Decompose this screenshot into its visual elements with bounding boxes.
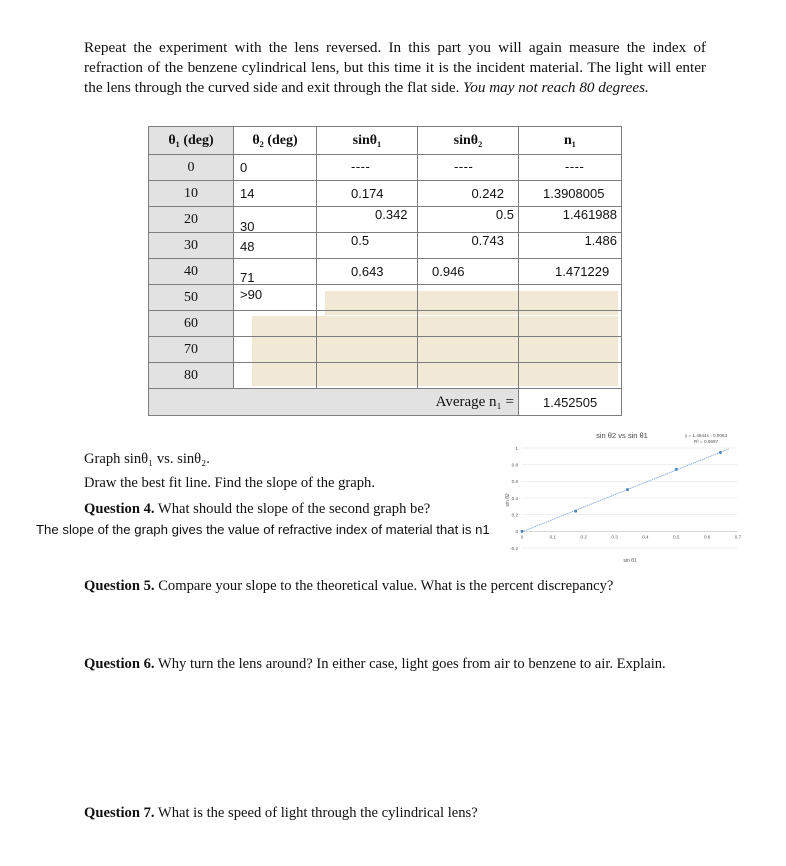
cell-theta2: 0 [240,160,248,175]
data-point [675,468,678,471]
question-4 [84,500,430,519]
y-axis-label: sin θ2 [505,493,511,507]
y-tick-label: 0.4 [511,495,518,501]
cell-theta1: 70 [149,337,234,363]
cell-theta1: 10 [149,181,234,207]
q7-text: What is the speed of light through the cylindrical lens? [154,805,478,821]
table-row [149,337,622,363]
x-tick-label: 0.3 [611,534,618,540]
header-n1: n₁ [519,127,622,155]
cell-theta1: 0 [149,155,234,181]
q6-text: Why turn the lens around? In either case, light goes from air to benzene to air. Explain. [154,656,666,672]
average-row [149,389,622,416]
data-point [626,488,629,491]
header-sin1: sinθ₁ [317,127,418,155]
cell-n1: 1.3908005 [543,186,605,201]
x-tick-label: 0.2 [580,534,587,540]
y-tick-label: 0.6 [511,479,518,485]
table-row [149,233,622,259]
intro-paragraph [84,38,706,98]
cell-n1: 1.486 [584,233,617,248]
trendline [522,449,729,532]
trendline-r2: R² = 0.9997 [693,439,719,444]
header-theta1: θ₁ (deg) [149,127,234,155]
cell-theta1: 40 [149,259,234,285]
cell-n1: ---- [565,159,585,174]
cell-theta2: >90 [240,287,263,302]
cell-theta1: 50 [149,285,234,311]
average-value: 1.452505 [543,395,598,410]
scatter-chart [498,424,744,572]
cell-sin1: 0.5 [351,233,370,248]
cell-theta2: 14 [240,186,255,201]
fit-instruction: Draw the best fit line. Find the slope of the graph. [84,475,375,491]
cell-theta2: 30 [240,219,255,234]
cell-theta1: 30 [149,233,234,259]
intro-text: Repeat the experiment with the lens reversed. In this part you will again measure the index of refraction of the benzene cylindrical lens, but this time it is the incident material. The light will enter the lens through the curved side and exit through the flat side. [84,39,706,96]
intro-note: You may not reach 80 degrees. [463,79,649,96]
average-label: Average n₁ = [435,393,514,410]
table-header-row [149,127,622,155]
cell-sin2: ---- [454,159,474,174]
cell-sin1: 0.174 [351,186,384,201]
header-theta2: θ₂ (deg) [234,127,317,155]
cell-sin1: 0.342 [375,207,408,222]
cell-theta1: 80 [149,363,234,389]
q5-label: Question 5. [84,578,155,594]
cell-n1: 1.471229 [555,264,610,279]
data-table [148,126,622,416]
table-row [149,181,622,207]
x-tick-label: 0.4 [642,534,649,540]
table-row [149,259,622,285]
table-row [149,363,622,389]
q5-text: Compare your slope to the theoretical value. What is the percent discrepancy? [154,578,614,594]
question-6 [84,655,706,674]
data-point [521,530,524,533]
y-tick-label: 0.8 [511,462,518,468]
cell-n1: 1.461988 [562,207,617,222]
cell-sin1: ---- [351,159,371,174]
data-point [719,451,722,454]
cell-sin1: 0.643 [351,264,384,279]
y-tick-label: -0.2 [510,545,518,551]
table-row [149,207,622,233]
q4-label: Question 4. [84,501,155,517]
cell-theta2: 48 [240,239,255,254]
cell-theta1: 60 [149,311,234,337]
x-tick-label: 0.7 [734,534,742,540]
q7-label: Question 7. [84,805,155,821]
x-axis-label: sin θ1 [623,558,637,564]
cell-theta1: 20 [149,207,234,233]
table-row [149,311,622,337]
cell-sin2: 0.5 [495,207,514,222]
trendline-equation: y = 1.4844x - 0.0063 [684,433,728,438]
x-tick-label: 0.1 [549,534,557,540]
question-7 [84,804,478,823]
header-sin2: sinθ₂ [418,127,519,155]
chart-title: sin θ2 vs sin θ1 [596,431,648,440]
q4-text: What should the slope of the second graph be? [154,501,431,517]
x-tick-label: 0 [520,534,524,540]
y-tick-label: 0.2 [511,512,518,518]
q4-answer: The slope of the graph gives the value of refractive index of material that is n1 [36,522,490,537]
cell-sin2: 0.242 [471,186,504,201]
cell-sin2: 0.946 [432,264,465,279]
x-tick-label: 0.6 [703,534,711,540]
data-point [574,510,577,513]
q6-label: Question 6. [84,656,155,672]
y-tick-label: 0 [515,529,518,535]
y-tick-label: 1 [515,445,518,451]
x-tick-label: 0.5 [673,534,680,540]
question-5 [84,577,613,596]
cell-sin2: 0.743 [471,233,504,248]
table-row [149,285,622,311]
graph-instruction: Graph sinθ₁ vs. sinθ₂. [84,451,210,467]
table-row [149,155,622,181]
cell-theta2: 71 [240,270,255,285]
